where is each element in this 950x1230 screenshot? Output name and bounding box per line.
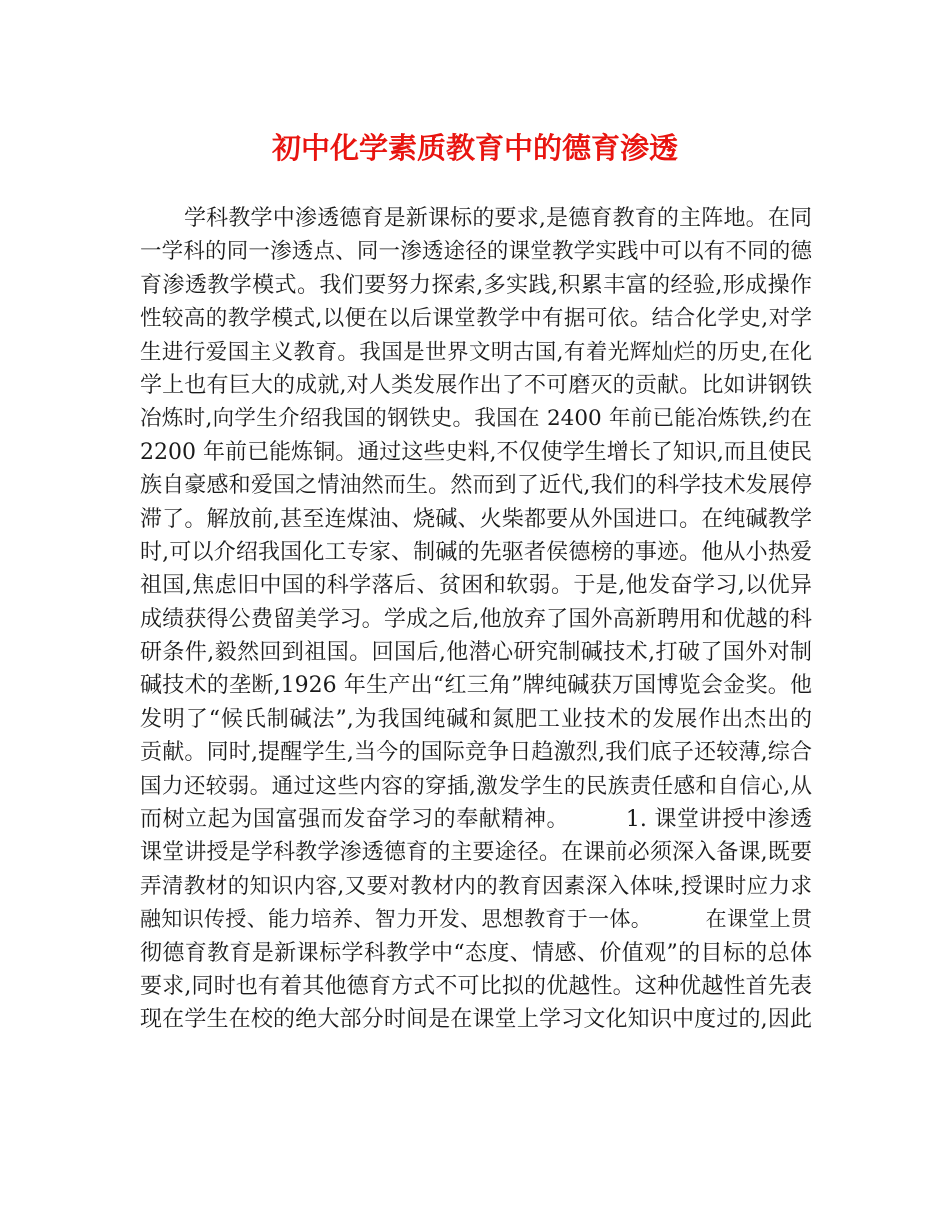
text-line: 融知识传授、能力培养、智力开发、思想教育于一体。 在课堂上贯 <box>140 907 812 932</box>
text-line: 弄清教材的知识内容,又要对教材内的教育因素深入体味,授课时应力求 <box>140 873 812 899</box>
text-line: 国力还较弱。通过这些内容的穿插,激发学生的民族责任感和自信心,从 <box>140 773 812 799</box>
text-line: 而树立起为国富强而发奋学习的奉献精神。 1. 课堂讲授中渗透 <box>140 807 812 833</box>
text-line: 性较高的教学模式,以便在以后课堂教学中有据可依。结合化学史,对学 <box>140 306 812 332</box>
text-line: 学科教学中渗透德育是新课标的要求,是德育教育的主阵地。在同 <box>184 206 812 231</box>
text-line: 一学科的同一渗透点、同一渗透途径的课堂教学实践中可以有不同的德 <box>140 239 812 265</box>
text-line: 彻德育教育是新课标学科教学中“态度、情感、价值观”的目标的总体 <box>140 940 812 966</box>
text-line: 成绩获得公费留美学习。学成之后,他放弃了国外高新聘用和优越的科 <box>140 606 812 632</box>
document-title: 初中化学素质教育中的德育渗透 <box>271 131 678 165</box>
text-line: 生进行爱国主义教育。我国是世界文明古国,有着光辉灿烂的历史,在化 <box>140 339 812 365</box>
text-line: 育渗透教学模式。我们要努力探索,多实践,积累丰富的经验,形成操作 <box>140 272 812 298</box>
text-line: 要求,同时也有着其他德育方式不可比拟的优越性。这种优越性首先表 <box>140 973 812 999</box>
text-line: 时,可以介绍我国化工专家、制碱的先驱者侯德榜的事迹。他从小热爱 <box>140 539 812 565</box>
text-line: 族自豪感和爱国之情油然而生。然而到了近代,我们的科学技术发展停 <box>140 473 812 499</box>
text-line: 现在学生在校的绝大部分时间是在课堂上学习文化知识中度过的,因此 <box>140 1007 812 1033</box>
text-line: 学上也有巨大的成就,对人类发展作出了不可磨灭的贡献。比如讲钢铁 <box>140 372 812 398</box>
text-line: 发明了“候氏制碱法”,为我国纯碱和氮肥工业技术的发展作出杰出的 <box>140 706 812 732</box>
text-line: 祖国,焦虑旧中国的科学落后、贫困和软弱。于是,他发奋学习,以优异 <box>140 573 812 599</box>
text-line: 冶炼时,向学生介绍我国的钢铁史。我国在 2400 年前已能冶炼铁,约在 <box>140 406 812 432</box>
text-line: 碱技术的垄断,1926 年生产出“红三角”牌纯碱获万国博览会金奖。他 <box>140 673 812 699</box>
text-line: 课堂讲授是学科教学渗透德育的主要途径。在课前必须深入备课,既要 <box>140 840 812 866</box>
text-line: 2200 年前已能炼铜。通过这些史料,不仅使学生增长了知识,而且使民 <box>140 439 812 465</box>
text-line: 滞了。解放前,甚至连煤油、烧碱、火柴都要从外国进口。在纯碱教学 <box>140 506 812 532</box>
text-line: 研条件,毅然回到祖国。回国后,他潜心研究制碱技术,打破了国外对制 <box>140 640 812 666</box>
body-paragraph <box>140 202 812 1037</box>
text-line: 贡献。同时,提醒学生,当今的国际竞争日趋激烈,我们底子还较薄,综合 <box>140 740 812 766</box>
